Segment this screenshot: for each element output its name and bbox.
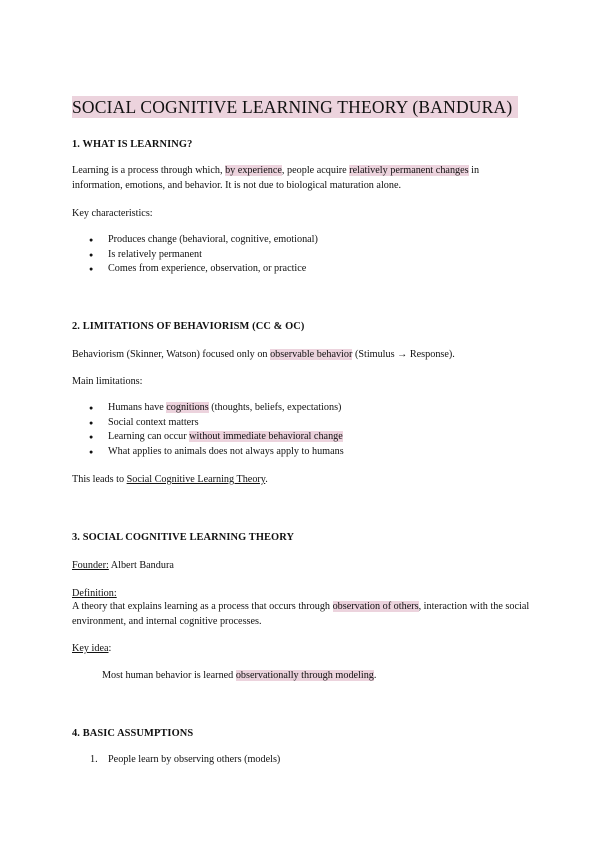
list-item: ● Produces change (behavioral, cognitive, emotional) [72,233,318,248]
key-idea-label-text: Key idea [72,643,109,654]
text-run: , interaction with the social environment, and internal cognitive processes. [72,601,530,627]
key-characteristics-label: Key characteristics: [72,208,153,219]
list-item [72,401,344,416]
list-item [72,430,344,445]
text-run: . [265,474,268,485]
list-item: ● Social context matters [72,416,344,431]
section-3-heading: 3. SOCIAL COGNITIVE LEARNING THEORY [72,532,295,543]
document-title: SOCIAL COGNITIVE LEARNING THEORY (BANDURA) [72,96,518,118]
highlight: cognitions [166,402,209,413]
text-run: A theory that explains learning as a process that occurs through [72,601,333,612]
text-run: : [108,643,112,654]
founder-value: Albert Bandura [108,560,174,571]
text-run: Most human behavior is learned [102,670,236,681]
section-1-heading: 1. WHAT IS LEARNING? [72,139,193,150]
list-item: ● What applies to animals does not always apply to humans [72,445,344,460]
text-run: in information, emotions, and behavior. It is not due to biological maturation alone. [72,165,480,191]
item-number: 1. [90,754,98,765]
section-2-intro [72,347,532,362]
limitations-list [72,401,344,459]
list-item: ● Comes from experience, observation, or practice [72,262,318,277]
assumptions-list [72,754,280,765]
key-idea-label [72,641,532,656]
text-run: Humans have [108,402,167,413]
highlight: relatively permanent changes [349,165,469,176]
main-limitations-label: Main limitations: [72,376,143,387]
key-idea-quote [102,668,562,683]
theory-link[interactable]: Social Cognitive Learning Theory [126,474,266,485]
text-run: Learning is a process through which, [72,165,226,176]
text-run: Learning can occur [108,431,190,442]
text-run: (Stimulus → Response). [352,349,455,360]
highlight: observation of others [332,601,419,612]
highlight: by experience [225,165,282,176]
definition-label-text: Definition: [72,588,117,599]
text-run: Behaviorism (Skinner, Watson) focused only on [72,349,271,360]
list-item [72,754,280,765]
highlight: observable behavior [270,349,353,360]
leads-to-paragraph [72,472,532,487]
founder-label: Founder: [72,560,109,571]
founder-line [72,558,532,573]
section-2-heading: 2. LIMITATIONS OF BEHAVIORISM (CC & OC) [72,321,305,332]
text-run: This leads to [72,474,127,485]
definition-paragraph [72,599,532,629]
text-run: (thoughts, beliefs, expectations) [208,402,342,413]
text-run: , people acquire [281,165,350,176]
highlight: without immediate behavioral change [189,431,343,442]
section-4-heading: 4. BASIC ASSUMPTIONS [72,728,194,739]
list-item: ● Is relatively permanent [72,248,318,263]
highlight: observationally through modeling [235,670,374,681]
text-run: . [373,670,377,681]
item-text: People learn by observing others (models) [108,754,281,765]
section-1-definition [72,163,532,193]
key-characteristics-list [72,233,318,277]
